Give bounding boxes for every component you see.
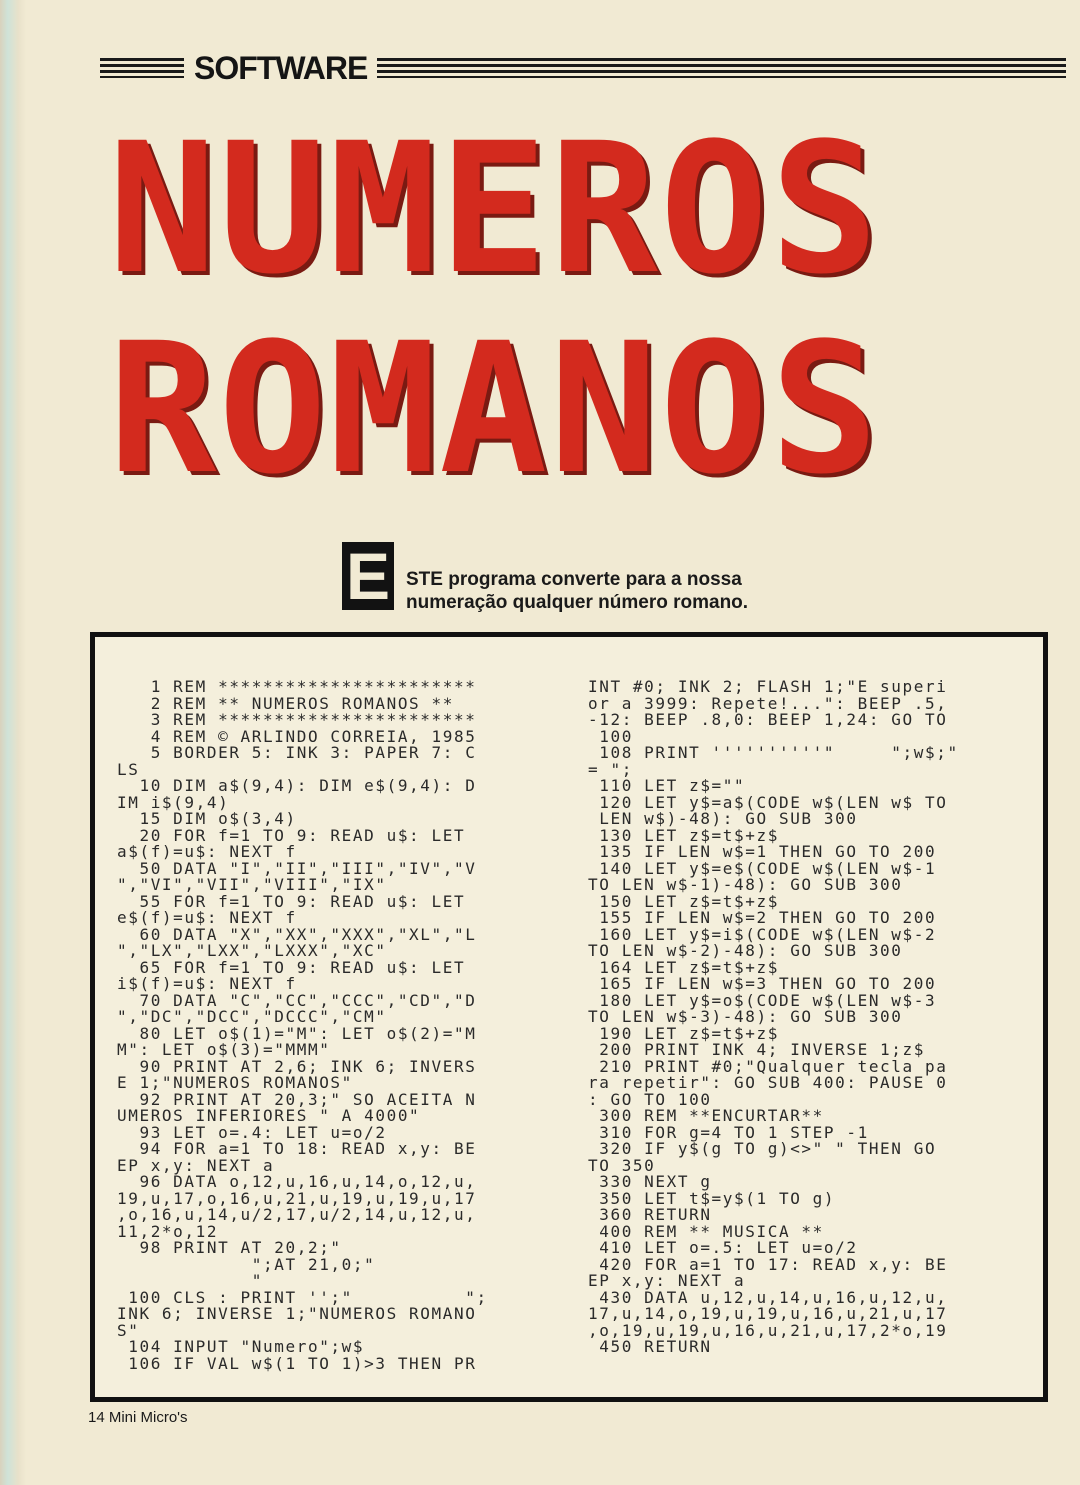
article-title bbox=[108, 105, 1058, 514]
intro-paragraph bbox=[342, 540, 842, 612]
program-listing bbox=[90, 632, 1048, 1402]
page-edge bbox=[0, 0, 26, 1485]
title-line-2: ROMANOS bbox=[108, 305, 881, 514]
section-label: SOFTWARE bbox=[194, 49, 368, 86]
header-rule-left bbox=[100, 58, 184, 78]
header-rule-right bbox=[377, 58, 1066, 78]
drop-cap: E bbox=[342, 542, 394, 610]
section-header bbox=[100, 50, 1066, 86]
listing-column-left: 1 REM *********************** 2 REM ** NUMEROS ROMANOS ** 3 REM *********************** 4 REM © ARLINDO CORREIA, 1985 5 BORDER 5: INK 3: PAPER 7: C LS 10 DIM a$(9,4): DIM e$(9,4): D IM i$(9,4) 15 DIM o$(3,4) 20 FOR f=1 TO 9: READ u$: LET a$(f)=u$: NEXT f 50 DATA "I","II","III","IV","V ","VI","VII","VIII","IX" 55 FOR f=1 TO 9: READ u$: LET e$(f)=u$: NEXT f 60 DATA "X","XX","XXX","XL","L ","LX","LXX","LXXX","XC" 65 FOR f=1 TO 9: READ u$: LET i$(f)=u$: NEXT f 70 DATA "C","CC","CCC","CD","D ","DC","DCC","DCCC","CM" 80 LET o$(1)="M": LET o$(2)="M M": LET o$(3)="MMM" 90 PRINT AT 2,6; INK 6; INVERS E 1;"NUMEROS ROMANOS" 92 PRINT AT 20,3;" SO ACEITA N UMEROS INFERIORES " A 4000" 93 LET o=.4: LET u=o/2 94 FOR a=1 TO 18: READ x,y: BE EP x,y: NEXT a 96 DATA o,12,u,16,u,14,o,12,u, 19,u,17,o,16,u,21,u,19,u,19,u,17 ,o,16,u,14,u/2,17,u/2,14,u,12,u, 11,2*o,12 98 PRINT AT 20,2;" ";AT 21,0;" " 100 CLS : PRINT '';" "; INK 6; INVERSE 1;"NUMEROS ROMANO S" 104 INPUT "Numero";w$ 106 IF VAL w$(1 TO 1)>3 THEN PR bbox=[117, 677, 488, 1373]
listing-column-right: INT #0; INK 2; FLASH 1;"E superi or a 3999: Repete!...": BEEP .5, -12: BEEP .8,0: BEEP 1,24: GO TO 100 108 PRINT ''''''''''" ";w$;" = "; 110 LET z$="" 120 LET y$=a$(CODE w$(LEN w$ TO LEN w$)-48): GO SUB 300 130 LET z$=t$+z$ 135 IF LEN w$=1 THEN GO TO 200 140 LET y$=e$(CODE w$(LEN w$-1 TO LEN w$-1)-48): GO SUB 300 150 LET z$=t$+z$ 155 IF LEN w$=2 THEN GO TO 200 160 LET y$=i$(CODE w$(LEN w$-2 TO LEN w$-2)-48): GO SUB 300 164 LET z$=t$+z$ 165 IF LEN w$=3 THEN GO TO 200 180 LET y$=o$(CODE w$(LEN w$-3 TO LEN w$-3)-48): GO SUB 300 190 LET z$=t$+z$ 200 PRINT INK 4; INVERSE 1;z$ 210 PRINT #0;"Qualquer tecla pa ra repetir": GO SUB 400: PAUSE 0 : GO TO 100 300 REM **ENCURTAR** 310 FOR g=4 TO 1 STEP -1 320 IF y$(g TO g)<>" " THEN GO TO 350 330 NEXT g 350 LET t$=y$(1 TO g) 360 RETURN 400 REM ** MUSICA ** 410 LET o=.5: LET u=o/2 420 FOR a=1 TO 17: READ x,y: BE EP x,y: NEXT a 430 DATA u,12,u,14,u,16,u,12,u, 17,u,14,o,19,u,19,u,16,u,21,u,17 ,o,19,u,19,u,16,u,21,u,17,2*o,19 450 RETURN bbox=[588, 677, 959, 1356]
page-folio: 14 Mini Micro's bbox=[88, 1409, 188, 1426]
title-line-1: NUMEROS bbox=[108, 105, 881, 314]
intro-text: STE programa converte para a nossa numeração qualquer número romano. bbox=[406, 569, 749, 613]
